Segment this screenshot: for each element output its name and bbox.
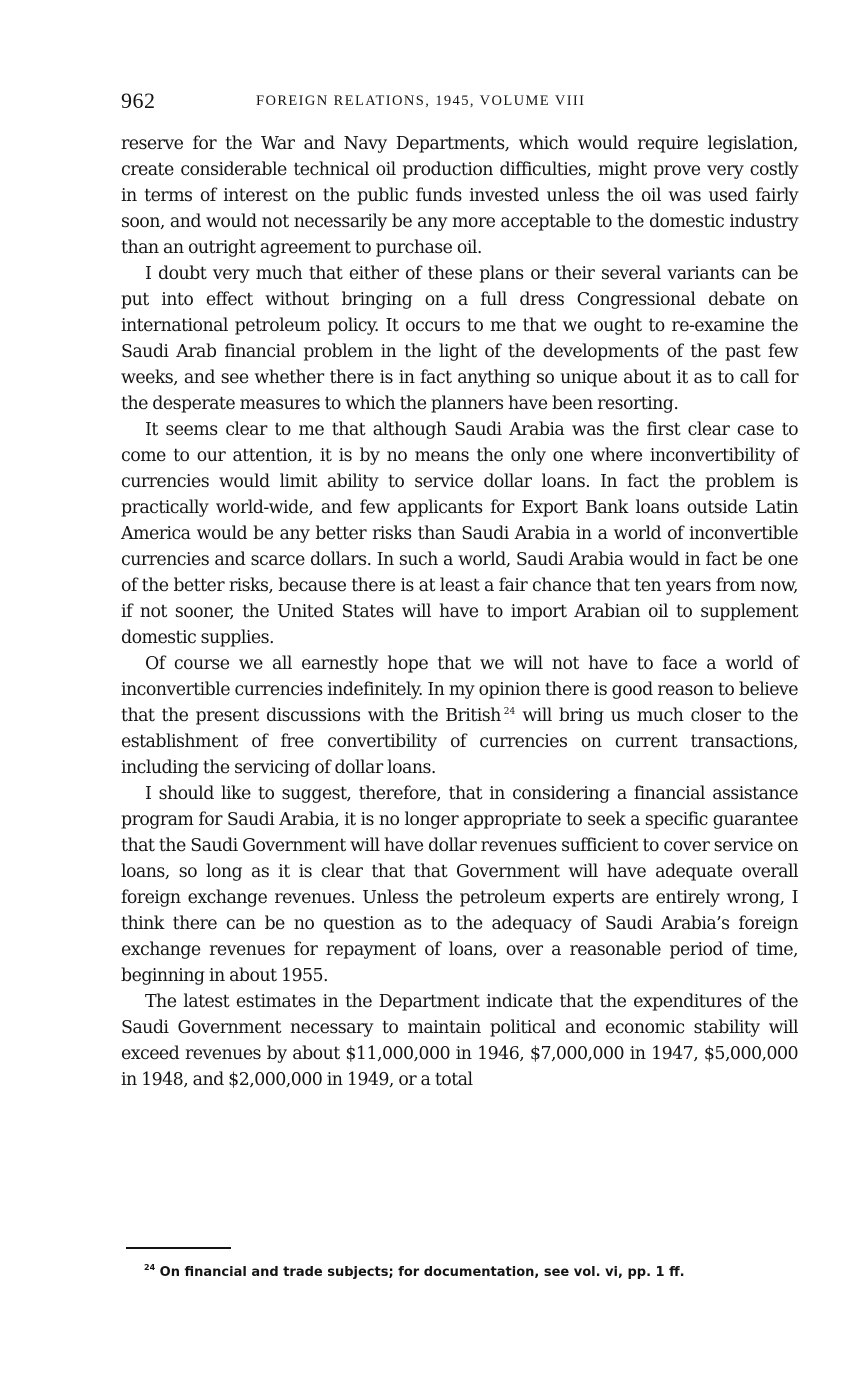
footnote-text: On financial and trade subjects; for documentation, see vol. vi, pp. 1 ff. xyxy=(155,1265,685,1280)
running-title: FOREIGN RELATIONS, 1945, VOLUME VIII xyxy=(256,93,586,109)
paragraph-5: I should like to suggest, therefore, that in considering a financial assistance program for Saudi Arabia, it is no longer appropriate to seek a specific guarantee that the Saudi Government will have dollar revenues sufficient to cover service on loans, so long as it is clear that that Government will have adequate overall foreign exchange revenues. Unless the petroleum experts are entirely wrong, I think there can be no question as to the adequacy of Saudi Arabia’s foreign exchange revenues for repayment of loans, over a reasonable period of time, beginning in about 1955. xyxy=(121,784,798,986)
paragraph-4-text-after: will bring us much closer to the establishment of free convertibility of currencies on current transactions, including the servicing of dollar loans. xyxy=(121,706,798,778)
paragraph-2: I doubt very much that either of these plans or their several variants can be put into effect without bringing on a full dress Congressional debate on international petroleum policy. It occurs to me that we ought to re-examine the Saudi Arab financial problem in the light of the developments of the past few weeks, and see whether there is in fact anything so unique about it as to call for the desperate measures to which the planners have been resorting. xyxy=(121,264,798,414)
running-head xyxy=(121,88,798,118)
page-number: 962 xyxy=(121,88,156,113)
body-text xyxy=(121,131,798,1093)
paragraph-3: It seems clear to me that although Saudi Arabia was the first clear case to come to our attention, it is by no means the only one where inconvertibility of currencies would limit ability to service dollar loans. In fact the problem is practically world-wide, and few applicants for Export Bank loans outside Latin America would be any better risks than Saudi Arabia in a world of inconvertible currencies and scarce dollars. In such a world, Saudi Arabia would in fact be one of the better risks, because there is at least a fair chance that ten years from now, if not sooner, the United States will have to import Arabian oil to supplement domestic supplies. xyxy=(121,420,798,648)
footnote-mark: 24 xyxy=(144,1263,156,1272)
paragraph-1: reserve for the War and Navy Departments, which would require legislation, create considerable technical oil production difficulties, might prove very costly in terms of interest on the public funds invested unless the oil was used fairly soon, and would not necessarily be any more acceptable to the domestic industry than an outright agreement to purchase oil. xyxy=(121,134,798,258)
paragraph-4 xyxy=(121,651,798,781)
footnote-rule xyxy=(126,1247,231,1249)
footnote xyxy=(144,1265,784,1280)
paragraph-4-text-before: Of course we all earnestly hope that we will not have to face a world of inconvertible currencies indefinitely. In my opinion there is good reason to believe that the present discussions with the British xyxy=(121,654,798,726)
footnote-reference[interactable]: 24 xyxy=(503,707,516,717)
page-content xyxy=(121,88,798,1093)
paragraph-6: The latest estimates in the Department indicate that the expenditures of the Saudi Government necessary to maintain political and economic stability will exceed revenues by about $11,000,000 in 1946, $7,000,000 in 1947, $5,000,000 in 1948, and $2,000,000 in 1949, or a total xyxy=(121,992,798,1090)
